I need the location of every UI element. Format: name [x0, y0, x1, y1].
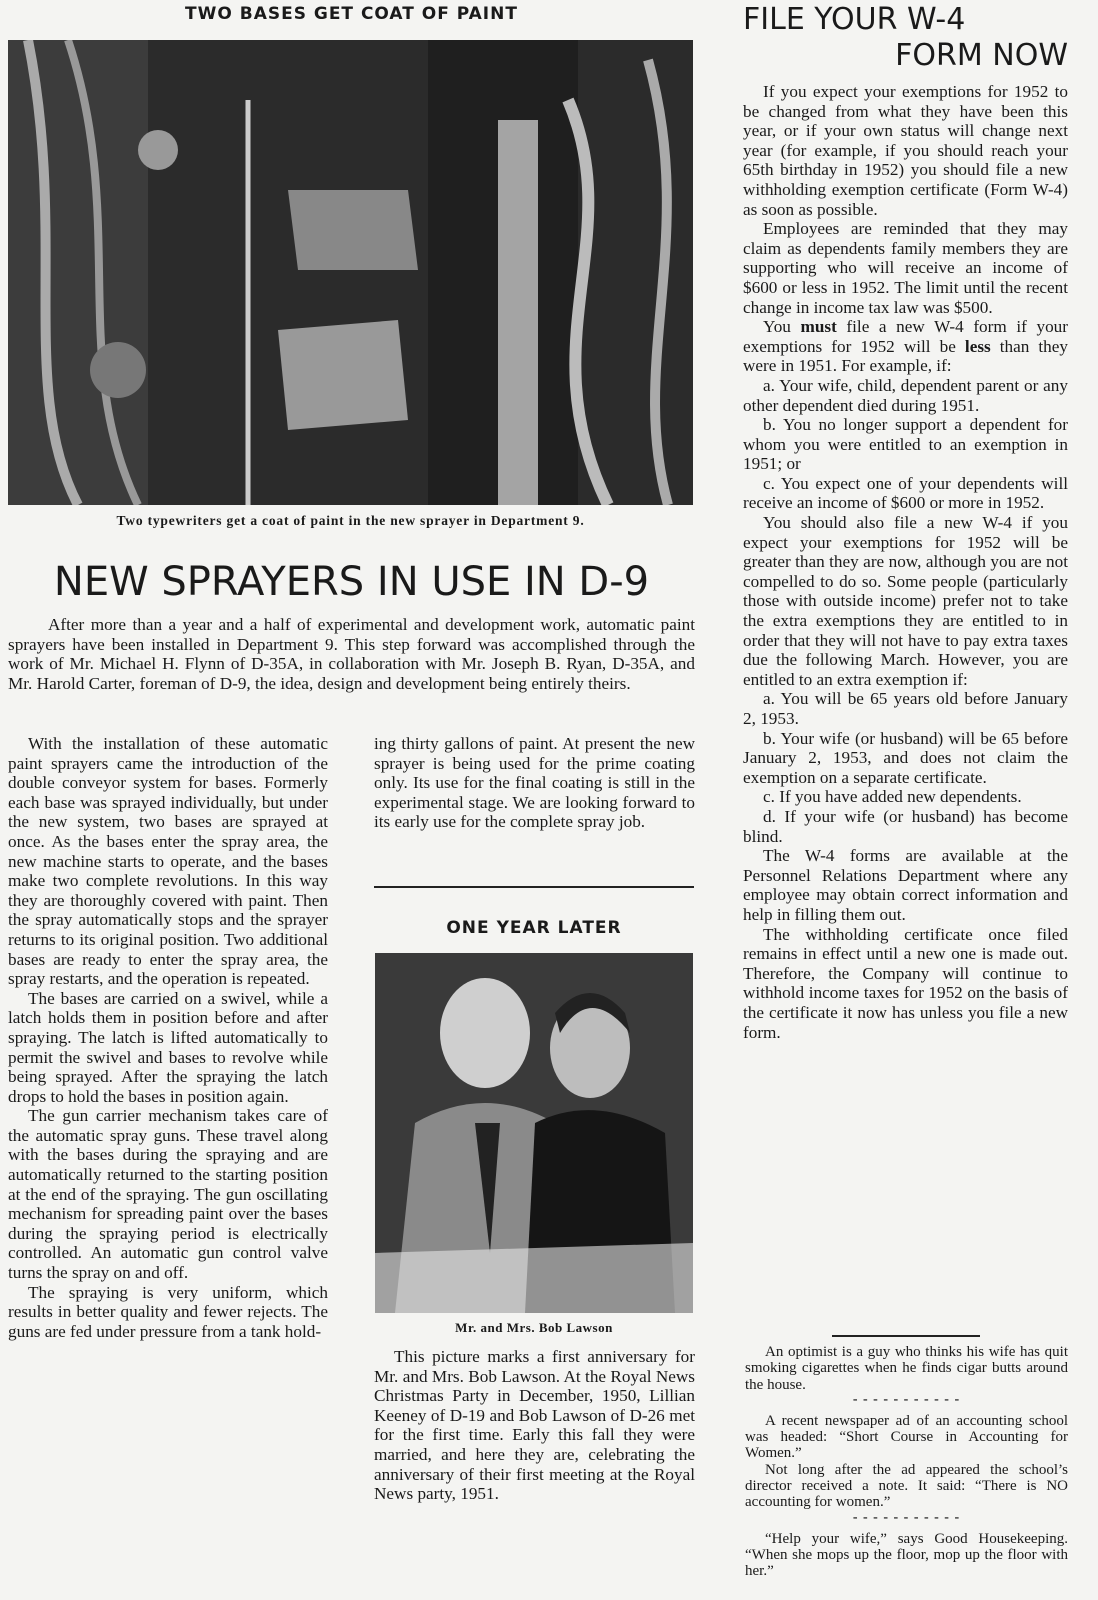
intro-paragraph — [8, 615, 695, 693]
sprayer-photo — [8, 40, 693, 505]
w4-title-line-2: FORM NOW — [895, 38, 1068, 73]
w4-title-line-1: FILE YOUR W-4 — [743, 2, 966, 37]
headline: NEW SPRAYERS IN USE IN D-9 — [53, 559, 650, 605]
article-column-1 — [8, 734, 328, 1341]
w4-article — [743, 82, 1068, 1042]
article-paragraph: With the installation of these automatic paint sprayers came the introduction of the double conveyor system for bases. Formerly each base was sprayed individually, but under the new system, two bases are sprayed at once. As the bases enter the spray area, the new machine starts to operate, and the bases make two complete revolutions. In this way they are thoroughly covered with paint. Then the spray automatically stops and the sprayer returns to its original position. Two additional bases are ready to enter the spray area, the spray restarts, and the operation is repeated. — [8, 734, 328, 989]
article-paragraph: The spraying is very uniform, which results in better quality and fewer rejects. The guns are fed under pressure from a tank hold- — [8, 1282, 328, 1341]
separator: - - - - - - - - - - - — [852, 1391, 961, 1407]
joke-accounting-punchline: Not long after the ad appeared the school’s director received a note. It said: “There is NO accounting for women.” — [745, 1461, 1068, 1511]
w4-paragraph: c. You expect one of your dependents will receive an income of $600 or more in 1952. — [743, 473, 1068, 513]
lawson-heading: ONE YEAR LATER — [446, 918, 622, 938]
lawson-photo — [375, 953, 693, 1313]
lawson-caption: Mr. and Mrs. Bob Lawson — [455, 1320, 613, 1335]
article-paragraph: The bases are carried on a swivel, while a latch holds them in position before and after spraying. The latch is lifted automatically to permit the swivel and bases to revolve while being sprayed. After the spraying the latch drops to hold the bases in position again. — [8, 988, 328, 1106]
w4-paragraph: The W-4 forms are available at the Personnel Relations Department where any employee may obtain correct information and help in filling them out. — [743, 846, 1068, 924]
w4-paragraph: a. Your wife, child, dependent parent or any other dependent died during 1951. — [743, 375, 1068, 415]
joke-optimist: An optimist is a guy who thinks his wife has quit smoking cigarettes when he finds cigar butts around the house. — [745, 1344, 1068, 1393]
article-column-2 — [374, 734, 695, 832]
joke-accounting: A recent newspaper ad of an accounting school was headed: “Short Course in Accounting for Women.” — [745, 1412, 1068, 1462]
w4-emphasis-must: must — [800, 317, 837, 337]
w4-paragraph: Employees are reminded that they may claim as dependents family members they are supporting who will receive an income of $600 or less in 1952. The limit until the recent change in income tax law was $500. — [743, 219, 1068, 317]
w4-paragraph: You should also file a new W-4 if you expect your exemptions for 1952 will be greater than they are now, although you are not compelled to do so. Some people (particularly those with outside income) prefer not to take the extra exemptions they are entitled to in order that they will not have to pay extra taxes due the following March. However, you are entitled to an extra exemption if: — [743, 513, 1068, 689]
w4-paragraph: The withholding certificate once filed remains in effect until a new one is made out. Therefore, the Company will continue to withhold income taxes for 1952 on the basis of the certificate it now has unless you file a new form. — [743, 924, 1068, 1042]
article-paragraph: The gun carrier mechanism takes care of the automatic spray guns. These travel along with the bases during the spraying and are automatically returned to the starting position at the end of the spraying. The gun oscillating mechanism for spreading paint over the bases during the spraying period is electrically controlled. An automatic gun control valve turns the spray on and off. — [8, 1106, 328, 1283]
w4-emphasis-less: less — [964, 336, 991, 356]
sprayer-photo-illustration — [8, 40, 693, 505]
intro-text: After more than a year and a half of experimental and development work, automatic paint sprayers have been installed in Department 9. This step forward was accomplished through the work of Mr. Michael H. Flynn of D-35A, in collaboration with Mr. Joseph B. Ryan, D-35A, and Mr. Harold Carter, foreman of D-9, the idea, design and development being entirely theirs. — [8, 615, 695, 693]
lawson-story — [374, 1347, 695, 1504]
w4-title — [743, 2, 1068, 74]
article-paragraph: ing thirty gallons of paint. At present the new sprayer is being used for the prime coating only. Its use for the final coating is still in the experimental stage. We are looking forward to its early use for the complete spray job. — [374, 734, 695, 832]
divider — [832, 1335, 980, 1337]
divider — [374, 886, 694, 888]
lawson-paragraph: This picture marks a first anniversary for Mr. and Mrs. Bob Lawson. At the Royal News Christmas Party in December, 1950, Lillian Keeney of D-19 and Bob Lawson of D-26 met for the first time. Early this fall they were married, and here they are, celebrating the anniversary of their first meeting at the Royal News party, 1951. — [374, 1347, 695, 1504]
w4-paragraph: d. If your wife (or husband) has become blind. — [743, 806, 1068, 846]
photo-caption: Two typewriters get a coat of paint in the new sprayer in Department 9. — [116, 513, 585, 528]
w4-paragraph: b. You no longer support a dependent for whom you were entitled to an exemption in 1951; or — [743, 415, 1068, 474]
w4-paragraph: c. If you have added new dependents. — [763, 787, 1022, 807]
separator: - - - - - - - - - - - — [852, 1509, 961, 1525]
w4-paragraph — [743, 317, 1068, 376]
w4-text: You — [763, 317, 801, 337]
fillers — [745, 1344, 1068, 1580]
joke-housekeeping: “Help your wife,” says Good Housekeeping. “When she mops up the floor, mop up the floor with her.” — [745, 1530, 1068, 1580]
lawson-photo-illustration — [375, 953, 693, 1313]
w4-paragraph: If you expect your exemptions for 1952 to be changed from what they have been this year, or if your own status will change next year (for example, if you should reach your 65th birthday in 1952) you should file a new withholding exemption certificate (Form W-4) as soon as possible. — [743, 82, 1068, 219]
w4-paragraph: b. Your wife (or husband) will be 65 before January 2, 1953, and does not claim the exemption on a separate certificate. — [743, 728, 1068, 787]
photo-heading: TWO BASES GET COAT OF PAINT — [185, 4, 518, 24]
w4-text: than they were in 1951. For example, if: — [743, 336, 1069, 376]
w4-text: file a new W-4 form if your exemptions for 1952 will be — [743, 317, 1068, 356]
w4-paragraph: a. You will be 65 years old before January 2, 1953. — [743, 689, 1068, 728]
